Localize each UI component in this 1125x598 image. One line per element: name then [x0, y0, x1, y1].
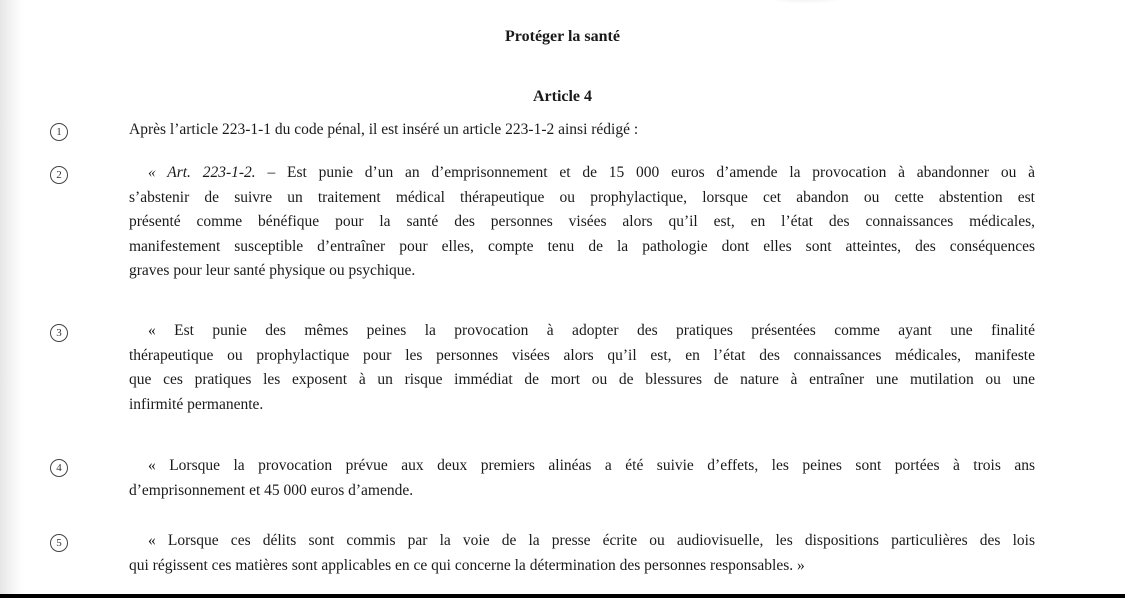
paragraph-line: que ces pratiques les exposent à un risque immédiat de mort ou de blessures de nature à entraîner une mutilation ou une [129, 371, 1035, 388]
paragraph-line: thérapeutique ou prophylactique pour les personnes visées alors qu’il est, en l’état des connaissances médicales, manifeste [129, 346, 1035, 364]
paragraph-line: présenté comme bénéfique pour la santé des personnes visées alors qu’il est, en l’état des connaissances médicales, [129, 213, 1035, 230]
paragraph-4 [129, 454, 1035, 503]
paragraph-line: « Lorsque ces délits sont commis par la voie de la presse écrite ou audiovisuelle, les dispositions particulières des lois [148, 532, 1035, 549]
paragraph-line: qui régissent ces matières sont applicables en ce qui concerne la détermination des personnes responsables. » [129, 556, 805, 574]
paragraph-line: manifestement susceptible d’entraîner pour elles, compte tenu de la pathologie dont elles sont atteintes, des conséquences [129, 237, 1035, 255]
article-title: Article 4 [532, 88, 593, 105]
paragraph-number-4: 4 [50, 459, 68, 477]
paragraph-line: graves pour leur santé physique ou psychique. [129, 262, 416, 279]
paragraph-5 [129, 529, 1035, 578]
paragraph-line: Après l’article 223-1-1 du code pénal, il est inséré un article 223-1-2 ainsi rédigé : [129, 121, 639, 138]
paragraph-line [129, 161, 1035, 186]
paragraph-number-2: 2 [50, 166, 68, 184]
paragraph-1 [129, 118, 1035, 143]
paragraph-line: s’abstenir de suivre un traitement médical thérapeutique ou prophylactique, lorsque cet abandon ou cette abstention est [129, 188, 1035, 206]
paragraph-number-5: 5 [50, 534, 68, 552]
paragraph-line: « Lorsque la provocation prévue aux deux premiers alinéas a été suivie d’effets, les peines sont portées à trois ans [148, 457, 1035, 474]
paragraph-line-text: – Est punie d’un an d’emprisonnement et de 15 000 euros d’amende la provocation à abandonner ou à [255, 164, 1035, 181]
article-reference: « Art. 223-1-2. [148, 164, 256, 181]
paragraph-2 [129, 161, 1035, 284]
paragraph-number-1: 1 [50, 123, 68, 141]
section-title: Protéger la santé [505, 28, 620, 45]
paragraph-number-3: 3 [50, 324, 68, 342]
paragraph-line: d’emprisonnement et 45 000 euros d’amende. [129, 481, 414, 499]
paragraph-line: « Est punie des mêmes peines la provocation à adopter des pratiques présentées comme ayant une finalité [148, 322, 1035, 339]
paragraph-3 [129, 319, 1035, 417]
paragraph-line: infirmité permanente. [129, 395, 264, 413]
bottom-border [0, 594, 1125, 598]
top-shadow [760, 0, 850, 4]
